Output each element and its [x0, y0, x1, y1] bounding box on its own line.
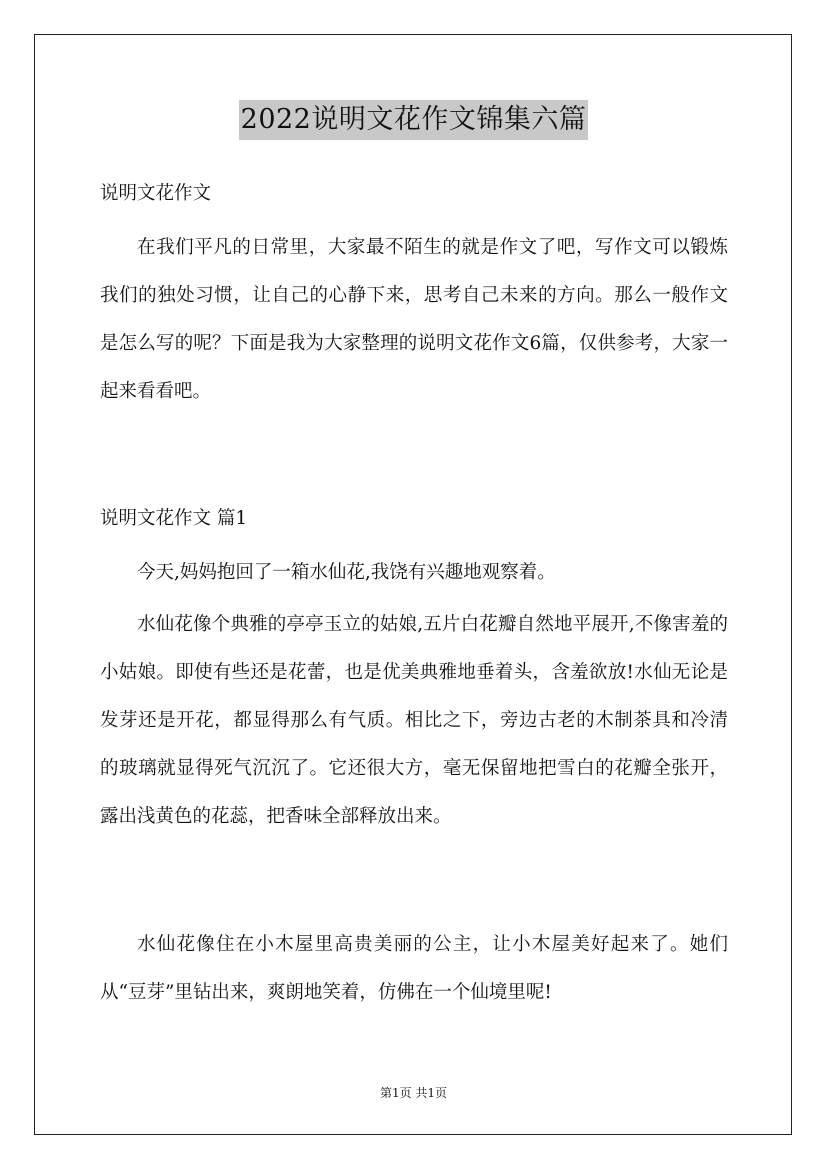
- document-title: 2022说明文花作文锦集六篇: [239, 100, 589, 140]
- section-heading: 说明文花作文: [100, 183, 212, 204]
- title-container: [0, 100, 827, 140]
- essay-paragraph-1: 今天,妈妈抱回了一箱水仙花,我饶有兴趣地观察着。: [137, 562, 556, 583]
- page-footer: 第1页 共1页: [379, 1086, 448, 1100]
- intro-paragraph: 在我们平凡的日常里，大家最不陌生的就是作文了吧，写作文可以锻炼我们的独处习惯，让自己的心静下来，思考自己未来的方向。那么一般作文是怎么写的呢？下面是我为大家整理的说明文花作文6篇，仅供参考，大家一起来看看吧。: [100, 237, 728, 402]
- essay-heading: 说明文花作文 篇1: [100, 508, 248, 529]
- essay-paragraph-2: 水仙花像个典雅的亭亭玉立的姑娘,五片白花瓣自然地平展开,不像害羞的小姑娘。即使有些还是花蕾，也是优美典雅地垂着头，含羞欲放!水仙无论是发芽还是开花，都显得那么有气质。相比之下，旁边古老的木制茶具和冷清的玻璃就显得死气沉沉了。它还很大方，毫无保留地把雪白的花瓣全张开，露出浅黄色的花蕊，把香味全部释放出来。: [100, 614, 728, 827]
- essay-paragraph-3: 水仙花像住在小木屋里高贵美丽的公主，让小木屋美好起来了。她们从“豆芽”里钻出来，爽朗地笑着，仿佛在一个仙境里呢!: [100, 934, 728, 1003]
